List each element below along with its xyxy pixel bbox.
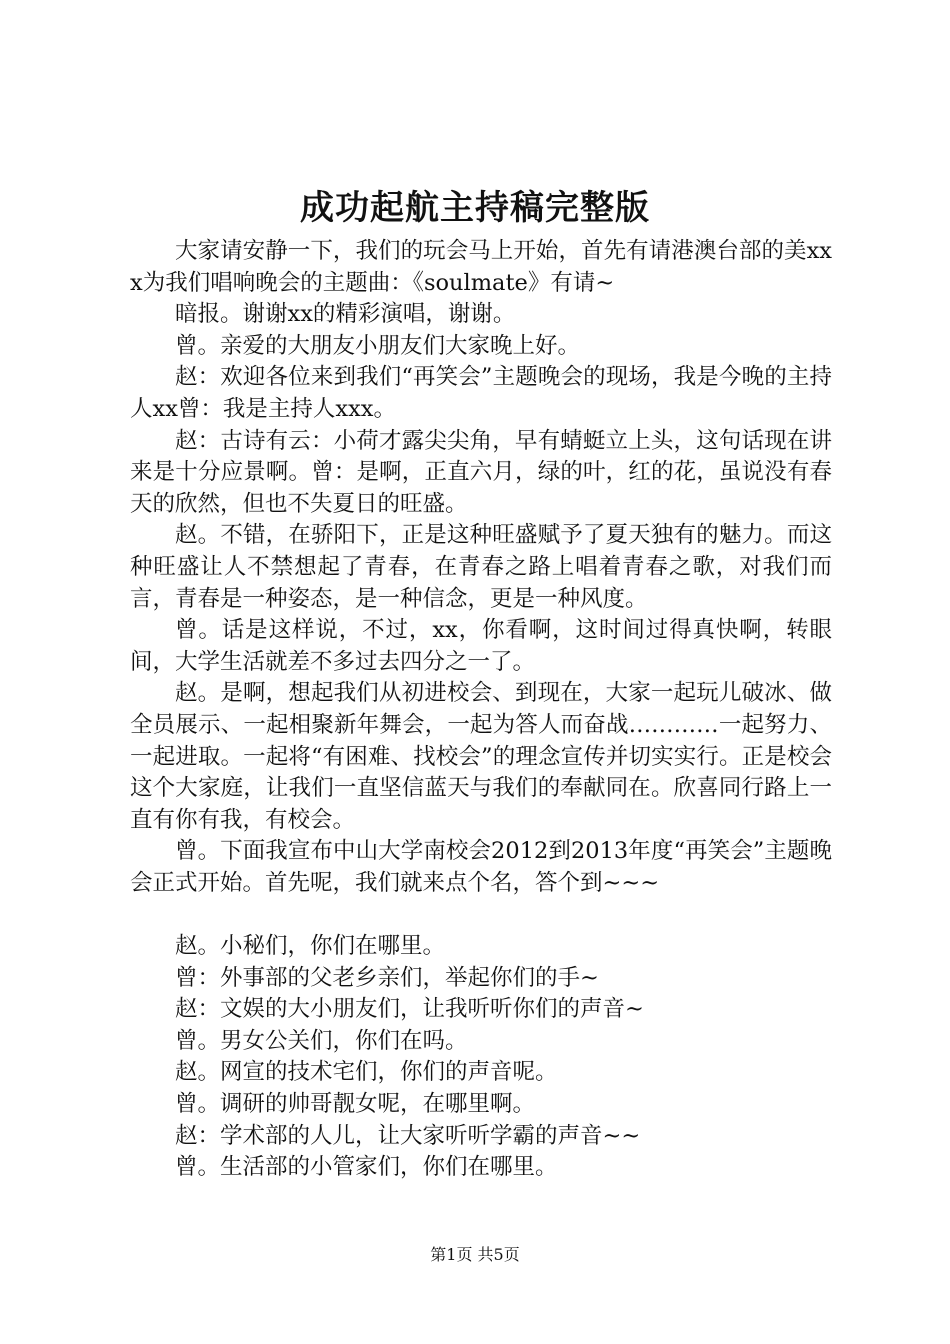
paragraph: 曾。亲爱的大朋友小朋友们大家晚上好。 bbox=[175, 332, 581, 359]
dialog-line: 曾：外事部的父老乡亲们，举起你们的手~ bbox=[175, 964, 599, 991]
dialog-line: 曾。生活部的小管家们，你们在哪里。 bbox=[175, 1154, 558, 1181]
paragraph: 赵。不错，在骄阳下，正是这种旺盛赋予了夏天独有的魅力。而这种旺盛让人不禁想起了青春，在青春之路上唱着青春之歌，对我们而言，青春是一种姿态，是一种信念，更是一种风度。 bbox=[130, 522, 832, 612]
dialog-line: 赵：学术部的人儿，让大家听听学霸的声音~~ bbox=[175, 1122, 641, 1149]
dialog-line: 曾。调研的帅哥靓女呢，在哪里啊。 bbox=[175, 1091, 536, 1118]
page-number-footer: 第1页 共5页 bbox=[430, 1245, 520, 1264]
paragraph: 大家请安静一下，我们的玩会马上开始，首先有请港澳台部的美xxx为我们唱响晚会的主题曲：《soulmate》有请~ bbox=[130, 238, 832, 296]
paragraph: 赵。是啊，想起我们从初进校会、到现在，大家一起玩儿破冰、做全员展示、一起相聚新年舞会，一起为答人而奋战…………一起努力、一起进取。一起将“有困难、找校会”的理念宣传并切实实行。正是校会这个大家庭，让我们一直坚信蓝天与我们的奉献同在。欣喜同行路上一直有你有我，有校会。 bbox=[130, 680, 832, 833]
paragraph: 赵：古诗有云：小荷才露尖尖角，早有蜻蜓立上头，这句话现在讲来是十分应景啊。曾：是啊，正直六月，绿的叶，红的花，虽说没有春天的欣然，但也不失夏日的旺盛。 bbox=[130, 427, 832, 517]
dialog-line: 曾。男女公关们，你们在吗。 bbox=[175, 1027, 468, 1054]
paragraph: 曾。下面我宣布中山大学南校会2012到2013年度“再笑会”主题晚会正式开始。首先呢，我们就来点个名，答个到~~~ bbox=[130, 838, 832, 896]
dialog-line: 赵。网宣的技术宅们，你们的声音呢。 bbox=[175, 1059, 558, 1086]
document-body bbox=[130, 236, 832, 1184]
paragraph: 暗报。谢谢xx的精彩演唱，谢谢。 bbox=[175, 301, 516, 328]
dialog-line: 赵。小秘们，你们在哪里。 bbox=[175, 933, 446, 960]
dialog-line: 赵：文娱的大小朋友们，让我听听你们的声音~ bbox=[175, 996, 644, 1023]
document-title: 成功起航主持稿完整版 bbox=[300, 188, 650, 228]
blank-line bbox=[130, 899, 832, 931]
paragraph: 赵：欢迎各位来到我们“再笑会”主题晚会的现场，我是今晚的主持人xx曾：我是主持人xxx。 bbox=[130, 364, 832, 422]
paragraph: 曾。话是这样说，不过，xx，你看啊，这时间过得真快啊，转眼间，大学生活就差不多过去四分之一了。 bbox=[130, 617, 832, 675]
